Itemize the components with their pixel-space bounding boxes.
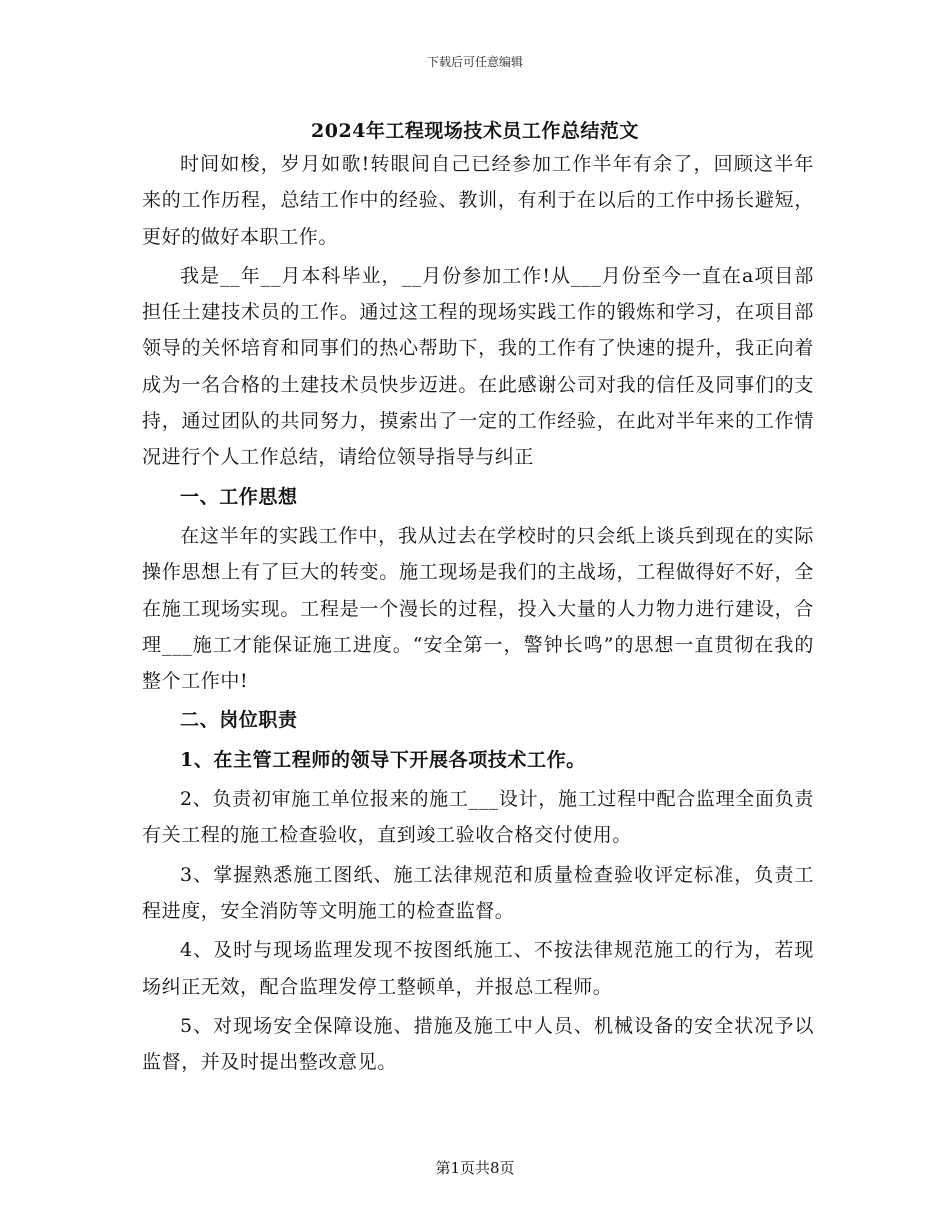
duty-item-4: 4、及时与现场监理发现不按图纸施工、不按法律规范施工的行为，若现场纠正无效，配合监理发停工整顿单，并报总工程师。 bbox=[142, 939, 814, 998]
section-heading-duties: 二、岗位职责 bbox=[180, 709, 298, 732]
duty-item-1: 1、在主管工程师的领导下开展各项技术工作。 bbox=[180, 748, 586, 771]
duty-item-5: 5、对现场安全保障设施、措施及施工中人员、机械设备的安全状况予以监督，并及时提出整改意见。 bbox=[142, 1014, 814, 1074]
paragraph-background: 我是__年__月本科毕业，__月份参加工作!从___月份至今一直在a项目部担任土建技术员的工作。通过这工程的现场实践工作的锻炼和学习，在项目部领导的关怀培育和同事们的热心帮助下，我的工作有了快速的提升，我正向着成为一名合格的土建技术员快步迈进。在此感谢公司对我的信任及同事们的支持，通过团队的共同努力，摸索出了一定的工作经验，在此对半年来的工作情况进行个人工作总结，请给位领导指导与纠正 bbox=[142, 264, 814, 469]
paragraph-intro: 时间如梭，岁月如歌!转眼间自己已经参加工作半年有余了，回顾这半年来的工作历程，总结工作中的经验、教训，有利于在以后的工作中扬长避短，更好的做好本职工作。 bbox=[142, 153, 814, 248]
paragraph-work-thought: 在这半年的实践工作中，我从过去在学校时的只会纸上谈兵到现在的实际操作思想上有了巨大的转变。施工现场是我们的主战场，工程做得好不好，全在施工现场实现。工程是一个漫长的过程，投入大量的人力物力进行建设，合理___施工才能保证施工进度。“安全第一，警钟长鸣”的思想一直贯彻在我的整个工作中! bbox=[142, 524, 814, 693]
duty-item-2: 2、负责初审施工单位报来的施工___设计，施工过程中配合监理全面负责有关工程的施工检查验收，直到竣工验收合格交付使用。 bbox=[142, 788, 814, 847]
document-title: 2024年工程现场技术员工作总结范文 bbox=[311, 120, 639, 142]
document-body bbox=[142, 146, 814, 1083]
header-note: 下载后可任意编辑 bbox=[426, 55, 523, 69]
section-heading-work-thought: 一、工作思想 bbox=[180, 485, 298, 508]
duty-item-3: 3、掌握熟悉施工图纸、施工法律规范和质量检查验收评定标准，负责工程进度，安全消防等文明施工的检查监督。 bbox=[142, 863, 814, 922]
page-number: 第1页共8页 bbox=[435, 1159, 515, 1177]
